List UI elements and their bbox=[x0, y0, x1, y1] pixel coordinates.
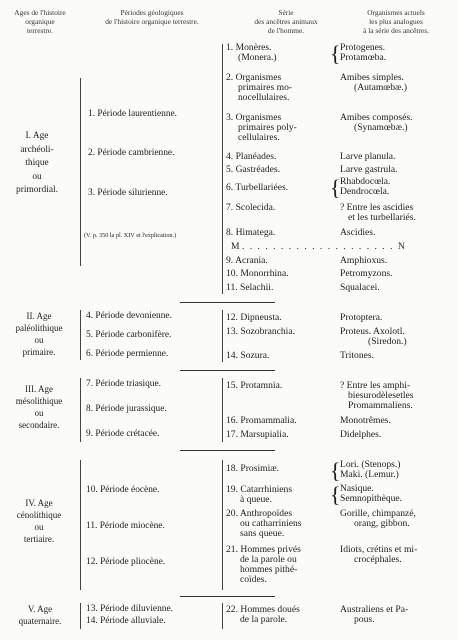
brace-1: { bbox=[330, 41, 341, 66]
separator-3 bbox=[180, 450, 275, 451]
ancestor-4: 4. Planéades. bbox=[226, 151, 277, 162]
age-5-brace bbox=[80, 603, 81, 629]
brace-19: { bbox=[330, 482, 341, 507]
ancestor-12: 12. Dipneusta. bbox=[226, 312, 282, 323]
period-5: 5. Période carbonifère. bbox=[86, 330, 172, 340]
brace-6: { bbox=[330, 175, 341, 200]
organism-13: Proteus. Axolotl. (Siredon.) bbox=[340, 326, 407, 347]
separator-4 bbox=[180, 596, 275, 597]
ancestor-19: 19. Catarrhiniens à queue. bbox=[226, 484, 293, 505]
ancestor-22: 22. Hommes doués de la parole. bbox=[226, 604, 300, 625]
series-2-brace bbox=[222, 310, 223, 362]
organism-10: Petromyzons. bbox=[340, 268, 393, 279]
period-9: 9. Période crétacée. bbox=[86, 429, 160, 439]
ancestor-9: 9. Acrania. bbox=[226, 255, 268, 266]
organism-18: Lori. (Stenops.) Maki. (Lemur.) bbox=[340, 459, 401, 480]
period-13: 13. Période diluvienne. bbox=[86, 604, 173, 614]
age-1-brace bbox=[80, 78, 81, 266]
age-3-label: III. Age mésolithique ou secondaire. bbox=[15, 384, 63, 430]
series-3-brace bbox=[222, 378, 223, 442]
period-14: 14. Période alluviale. bbox=[86, 616, 166, 626]
separator-2 bbox=[180, 370, 275, 371]
organism-20: Gorille, chimpanzé, orang, gibbon. bbox=[340, 508, 416, 529]
mn-right: N bbox=[397, 241, 405, 252]
period-10: 10. Période éocène. bbox=[86, 485, 160, 495]
ancestor-14: 14. Sozura. bbox=[226, 350, 270, 361]
ancestor-20: 20. Anthropoïdes ou catharriniens sans queue. bbox=[226, 508, 302, 539]
organism-21: Idiots, crétins et mi- crocéphales. bbox=[340, 544, 418, 565]
age-3-brace bbox=[80, 378, 81, 442]
organism-7: ? Entre les ascidies et les turbellariés. bbox=[340, 202, 416, 223]
ancestor-1: 1. Monères. (Monera.) bbox=[226, 42, 277, 63]
organism-4: Larve planula. bbox=[340, 151, 396, 162]
ancestor-18: 18. Prosimiæ. bbox=[226, 463, 280, 474]
ancestor-10: 10. Monorrhina. bbox=[226, 268, 289, 279]
organism-8: Ascidies. bbox=[340, 227, 376, 238]
ancestor-13: 13. Sozobranchia. bbox=[226, 326, 296, 337]
ancestor-11: 11. Selachii. bbox=[226, 282, 274, 293]
mn-dots: . . . . . . . . . . . . . . . . . . . . bbox=[241, 241, 398, 252]
organism-22: Australiens et Pa- pous. bbox=[340, 604, 409, 625]
period-8: 8. Période jurassique. bbox=[86, 404, 167, 414]
organism-2: Amibes simples. (Autamœbæ.) bbox=[340, 72, 408, 93]
series-1-brace bbox=[222, 44, 223, 294]
organism-5: Larve gastrula. bbox=[340, 164, 398, 175]
organism-6: Rhabdocœla. Dendrocœla. bbox=[340, 176, 391, 197]
ancestor-2: 2. Organismes primaires mo- nocellulaires. bbox=[226, 72, 293, 103]
separator-1 bbox=[180, 302, 275, 303]
age-2-label: II. Age paléolithique ou primaire. bbox=[15, 311, 63, 357]
ancestor-21: 21. Hommes privés de la parole ou hommes pithé- coïdes. bbox=[226, 544, 301, 585]
period-11: 11. Période miocène. bbox=[86, 521, 165, 531]
organism-1: Protogenes. Protamœba. bbox=[340, 42, 387, 63]
organism-16: Monotrêmes. bbox=[340, 415, 391, 426]
period-6: 6. Période permienne. bbox=[86, 349, 169, 359]
ancestor-15: 15. Protamnia. bbox=[226, 380, 283, 391]
ancestor-7: 7. Scolecida. bbox=[226, 202, 276, 213]
period-7: 7. Période triasique. bbox=[86, 379, 161, 389]
brace-18: { bbox=[330, 458, 341, 483]
header-ages: Ages de l'histoire organique terrestre. bbox=[14, 8, 66, 35]
period-2: 2. Période cambrienne. bbox=[88, 148, 175, 158]
period-3: 3. Période silurienne. bbox=[88, 188, 168, 198]
ancestor-16: 16. Promammalia. bbox=[226, 415, 297, 426]
ancestor-17: 17. Marsupialia. bbox=[226, 429, 289, 440]
organism-14: Tritones. bbox=[340, 350, 375, 361]
age-5-label: V. Age quaternaire. bbox=[18, 604, 62, 626]
ancestor-5: 5. Gastréades. bbox=[226, 164, 281, 175]
ancestor-3: 3. Organismes primaires poly- cellulaires. bbox=[226, 112, 297, 143]
organism-3: Amibes composés. (Synamœbæ.) bbox=[340, 112, 413, 133]
ancestor-8: 8. Himatega. bbox=[226, 227, 276, 238]
series-4-brace bbox=[222, 460, 223, 590]
period-4: 4. Période devonienne. bbox=[86, 311, 172, 321]
mn-left: M bbox=[231, 241, 240, 252]
plate-reference-note: (V. p. 350 la pl. XIV et l'explication.) bbox=[84, 232, 177, 239]
header-series: Série des ancêtres animaux de l'homme. bbox=[254, 8, 318, 35]
age-4-label: IV. Age cénolithique ou tertiaire. bbox=[16, 498, 62, 544]
age-2-brace bbox=[80, 310, 81, 360]
organism-15: ? Entre les amphi- biesurodèlesetles Promammaliens. bbox=[340, 380, 414, 411]
mn-separator bbox=[231, 242, 431, 252]
organism-12: Protoptera. bbox=[340, 312, 383, 323]
header-organisms: Organismes actuels les plus analogues à la série des ancêtres. bbox=[363, 8, 429, 35]
age-1-label: I. Age archéoli- thique ou primordial. bbox=[16, 131, 58, 195]
organism-11: Squalacei. bbox=[340, 282, 380, 293]
period-1: 1. Période laurentienne. bbox=[88, 109, 178, 119]
header-periods: Périodes géologiques de l'histoire organique terrestre. bbox=[105, 8, 199, 26]
age-4-brace bbox=[80, 460, 81, 590]
organism-19: Nasique. Semnopithèque. bbox=[340, 483, 403, 504]
ancestor-6: 6. Turbellariées. bbox=[226, 182, 289, 193]
organism-17: Didelphes. bbox=[340, 429, 382, 440]
period-12: 12. Période pliocène. bbox=[86, 557, 166, 567]
organism-9: Amphioxus. bbox=[340, 255, 388, 266]
series-5-brace bbox=[222, 603, 223, 629]
